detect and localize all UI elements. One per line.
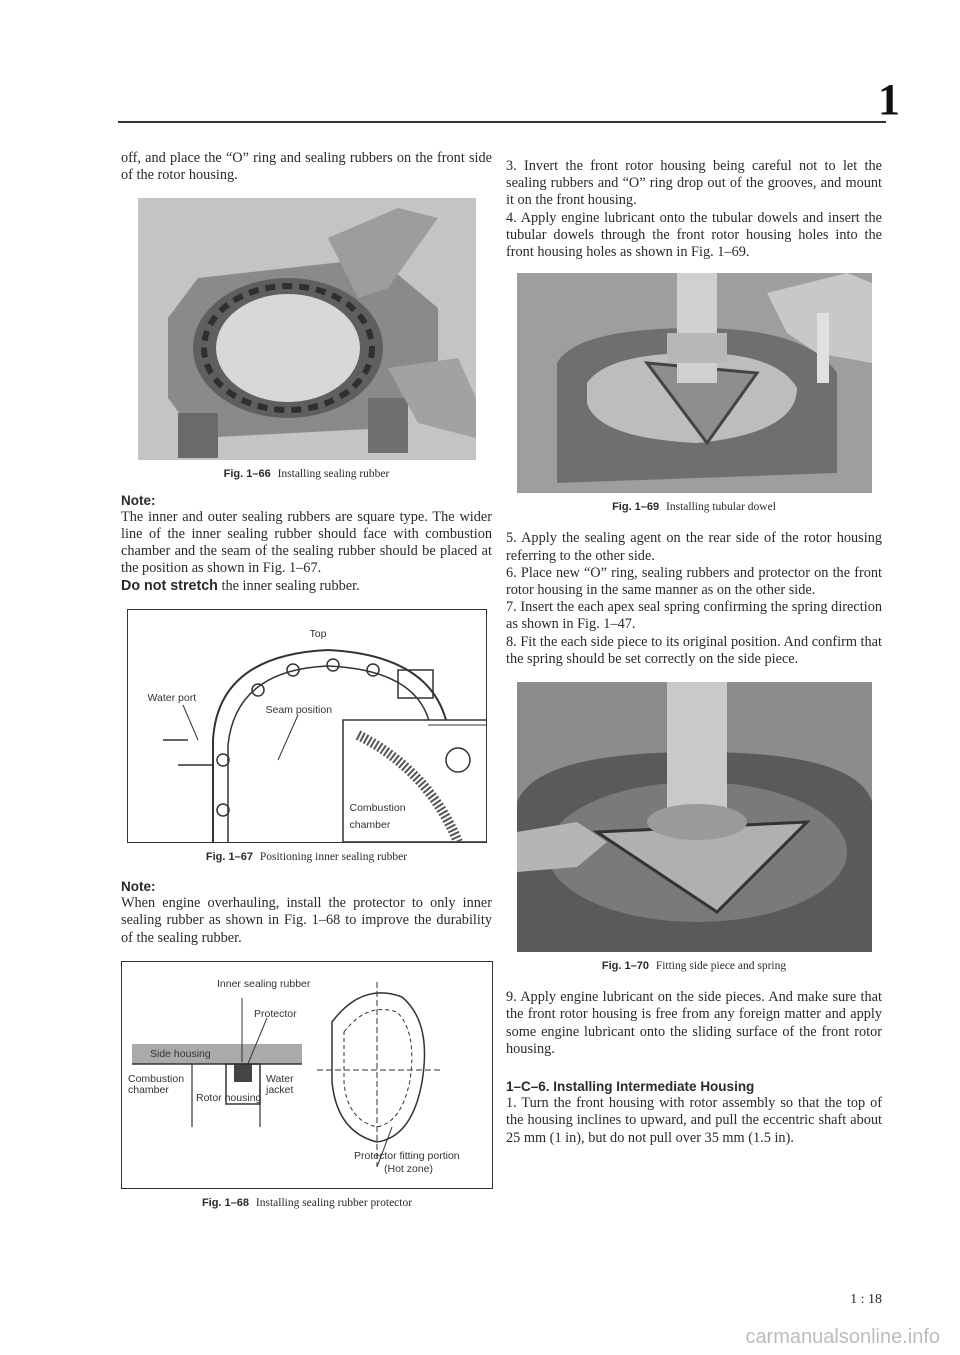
fig70-title: Fitting side piece and spring (655, 960, 787, 973)
note1-strong-rest: the inner sealing rubber. (217, 577, 360, 594)
step-5: 5. Apply the sealing agent on the rear side of the rotor housing referring to the other side. (506, 530, 882, 564)
fig66-number: Fig. 1–66 (223, 468, 271, 481)
step-4: 4. Apply engine lubricant onto the tubular dowels and insert the tubular dowels through the front rotor housing holes into the front housing holes as shown in Fig. 1–69. (506, 209, 882, 261)
fig69-number: Fig. 1–69 (612, 501, 660, 514)
step-6: 6. Place new “O” ring, sealing rubbers and protector on the front rotor housing in the same manner as on the other side. (506, 564, 882, 599)
figure-1-69 (517, 273, 872, 516)
chapter-number: 1 (878, 75, 900, 124)
figure-1-70 (517, 682, 872, 975)
fig67-number: Fig. 1–67 (205, 850, 253, 863)
intro-paragraph: off, and place the “O” ring and sealing rubbers on the front side of the rotor housing. (121, 150, 492, 184)
fig68-label-hot-zone: (Hot zone) (384, 1162, 434, 1175)
fig68-caption (121, 1195, 493, 1212)
fig68-label-inner-sealing-rubber: Inner sealing rubber (217, 977, 311, 990)
section-heading-1-c-6: 1–C–6. Installing Intermediate Housing (506, 1079, 755, 1095)
fig69-title: Installing tubular dowel (666, 501, 776, 514)
note1-strong: Do not stretch (121, 577, 218, 594)
step-7: 7. Insert the each apex seal spring confirming the spring direction as shown in Fig. 1–47. (506, 599, 882, 633)
fig68-label-water-jacket: Water jacket (266, 1072, 294, 1096)
fig67-caption (127, 849, 487, 866)
fig68-title: Installing sealing rubber protector (255, 1196, 413, 1209)
fig68-label-protector: Protector (254, 1007, 297, 1020)
note2-heading: Note: (121, 879, 156, 895)
watermark: carmanualsonline.info (745, 1326, 940, 1348)
fig67-title: Positioning inner sealing rubber (259, 850, 408, 863)
fig68-label-rotor-housing: Rotor housing (196, 1091, 262, 1104)
fig67-label-combustion-chamber: Combustion chamber (350, 800, 410, 834)
photo-fitting-side-piece (517, 682, 872, 952)
step-8: 8. Fit the each side piece to its original position. And confirm that the spring should be set correctly on the side piece. (506, 633, 882, 667)
figure-1-67 (127, 609, 487, 866)
fig66-caption (138, 466, 476, 483)
fig68-label-side-housing: Side housing (150, 1047, 211, 1060)
note2-text: When engine overhauling, install the protector to only inner sealing rubber as shown in Fig. 1–68 to improve the durability of the sealing rubber. (121, 895, 492, 946)
figure-1-68 (121, 961, 493, 1212)
left-column (121, 150, 492, 1212)
fig68-label-combustion-chamber: Combustion chamber (128, 1072, 185, 1096)
step-9: 9. Apply engine lubricant on the side pieces. And make sure that the front rotor housing is free from any foreign matter and apply some engine lubricant onto the sliding surface of the front rotor housing. (506, 989, 882, 1057)
photo-installing-tubular-dowel (517, 273, 872, 493)
page-number: 1 : 18 (850, 1292, 882, 1307)
step-3: 3. Invert the front rotor housing being careful not to let the sealing rubbers and “O” ring drop out of the grooves, and mount it on the front housing. (506, 158, 882, 209)
diagram-installing-sealing-rubber-protector (121, 961, 493, 1189)
right-column (506, 150, 882, 1147)
note1-text: The inner and outer sealing rubbers are square type. The wider line of the inner sealing rubber should face with combustion chamber and the seam of the sealing rubber should be placed at the position as shown in Fig. 1–67. (121, 508, 492, 577)
figure-1-66 (138, 198, 476, 483)
fig69-caption (517, 499, 872, 516)
section-step-1: 1. Turn the front housing with rotor assembly so that the top of the housing inclines to upward, and pull the eccentric shaft about 25 mm (1 in), but do not pull over 35 mm (1.5 in). (506, 1095, 882, 1146)
fig67-label-top: Top (309, 627, 327, 640)
fig66-title: Installing sealing rubber (277, 468, 390, 481)
header-rule (118, 121, 886, 123)
fig70-number: Fig. 1–70 (601, 960, 649, 973)
photo-installing-sealing-rubber (138, 198, 476, 460)
fig70-caption (517, 958, 872, 975)
fig68-number: Fig. 1–68 (201, 1196, 250, 1209)
diagram-positioning-inner-sealing-rubber (127, 609, 487, 843)
note1-heading: Note: (121, 492, 156, 508)
fig67-label-seam-position: Seam position (265, 703, 333, 716)
fig68-label-fitting-portion: Protector fitting portion (354, 1149, 460, 1162)
fig67-label-water-port: Water port (147, 691, 197, 704)
